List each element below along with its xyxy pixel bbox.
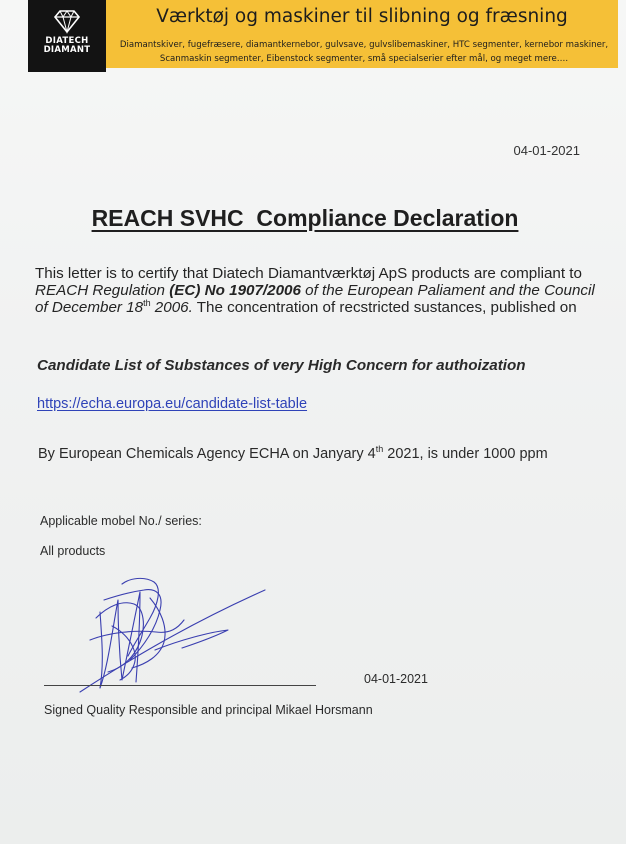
document-date: 04-01-2021 bbox=[513, 143, 580, 158]
company-logo bbox=[28, 0, 106, 72]
signature-line bbox=[44, 685, 316, 686]
echa-text-1: By European Chemicals Agency ECHA on Janyary 4 bbox=[38, 446, 376, 462]
letterhead-title: Værktøj og maskiner til slibning og fræsning bbox=[156, 6, 568, 27]
handwritten-signature bbox=[60, 570, 280, 700]
letterhead-banner bbox=[106, 0, 618, 68]
echa-statement bbox=[38, 445, 578, 463]
diamond-icon bbox=[53, 10, 81, 34]
letterhead bbox=[28, 0, 618, 72]
document-heading: REACH SVHC Compliance Declaration bbox=[91, 205, 519, 231]
applicable-value: All products bbox=[40, 544, 106, 558]
echa-candidate-list-link[interactable]: https://echa.europa.eu/candidate-list-table bbox=[37, 396, 308, 412]
letterhead-subtitle: Diamantskiver, fugefræsere, diamantkernebor, gulvsave, gulvslibemaskiner, HTC segmenter, kernebor maskiner, Scanmaskin segmenter, Eibenstock segmenter, små specialserier efter mål, og meget mere…. bbox=[119, 40, 609, 64]
signatory: Signed Quality Responsible and principal Mikael Horsmann bbox=[44, 703, 373, 717]
para-text-1: This letter is to certify that Diatech Diamantværktøj ApS products are compliant to bbox=[35, 265, 582, 282]
certification-paragraph bbox=[35, 265, 595, 316]
signature-date: 04-01-2021 bbox=[364, 672, 428, 686]
regulation-number: (EC) No 1907/2006 bbox=[169, 282, 301, 299]
para-italic-1: REACH Regulation bbox=[35, 282, 170, 299]
para-superscript: th bbox=[143, 297, 151, 308]
applicable-label: Applicable mobel No./ series: bbox=[40, 514, 202, 528]
logo-text-line1: DIATECH bbox=[45, 36, 89, 46]
para-italic-3: 2006. bbox=[150, 299, 193, 316]
echa-text-2: 2021, is under 1000 ppm bbox=[383, 446, 548, 462]
echa-superscript: th bbox=[375, 444, 384, 455]
para-text-2: The concentration of recstricted sustances, published on bbox=[192, 299, 577, 316]
logo-text-line2: DIAMANT bbox=[43, 45, 91, 55]
candidate-list-title: Candidate List of Substances of very High Concern for authoization bbox=[37, 357, 526, 374]
para-italic-2: of the European Paliament and the Council of December 18 bbox=[35, 282, 595, 316]
